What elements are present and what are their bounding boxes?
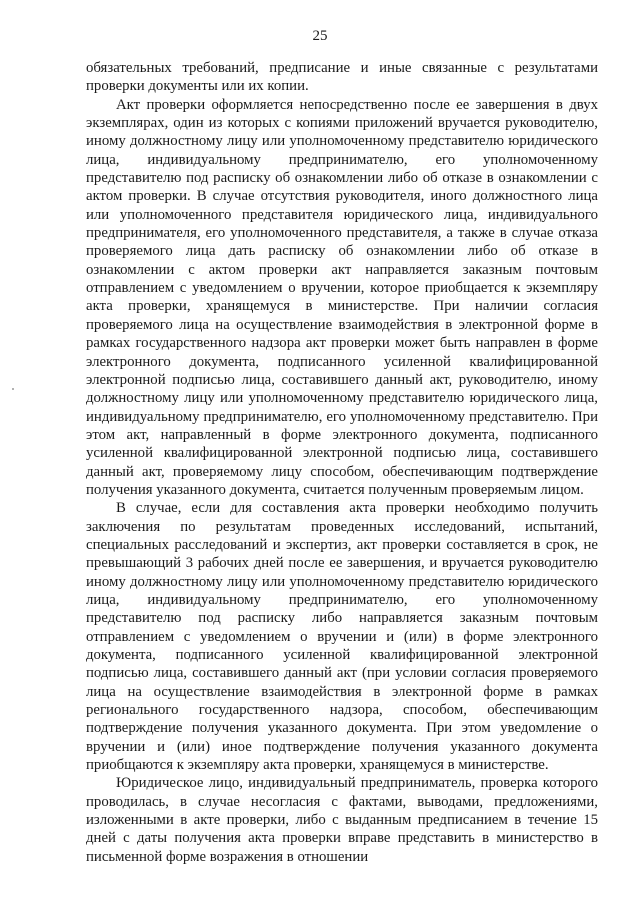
scan-speck xyxy=(12,388,14,390)
paragraph-expert-conclusions: В случае, если для составления акта проверки необходимо получить заключения по результатам проведенных исследований, испытаний, специальных расследований и экспертиз, акт проверки составляется в срок, не превышающий 3 рабочих дней после ее завершения, и вручается руководителю иному должностному лицу или уполномоченному представителю юридического лица, индивидуальному предпринимателю, его уполномоченному представителю под расписку либо направляется заказным почтовым отправлением с уведомлением о вручении и (или) в форме электронного документа, подписанного усиленной квалифицированной электронной подписью лица, составившего данный акт (при условии согласия проверяемого лица на осуществление взаимодействия в электронной форме в рамках регионального государственного надзора, способом, обеспечивающим подтверждение получения указанного документа. При этом уведомление о вручении и (или) иное подтверждение получения указанного документа приобщаются к экземпляру акта проверки, хранящемуся в министерстве. xyxy=(86,500,598,774)
page-number: 25 xyxy=(312,28,328,44)
paragraph-continuation: обязательных требований, предписание и иные связанные с результатами проверки документы или их копии. xyxy=(86,60,598,95)
document-body xyxy=(86,59,598,866)
paragraph-inspection-act: Акт проверки оформляется непосредственно после ее завершения в двух экземплярах, один из которых с копиями приложений вручается руководителю, иному должностному лицу или уполномоченному представителю юридического лица, индивидуальному предпринимателю, его уполномоченному представителю под расписку об ознакомлении либо об отказе в ознакомлении с актом проверки. В случае отсутствия руководителя, иного должностного лица или уполномоченного представителя юридического лица, индивидуального предпринимателя, его уполномоченного представителя, а также в случае отказа проверяемого лица дать расписку об ознакомлении либо об отказе в ознакомлении с актом проверки акт направляется заказным почтовым отправлением с уведомлением о вручении, которое приобщается к экземпляру акта проверки, хранящемуся в министерстве. При наличии согласия проверяемого лица на осуществление взаимодействия в электронной форме в рамках государственного надзора акт проверки может быть направлен в форме электронного документа, подписанного усиленной квалифицированной электронной подписью лица, составившего данный акт, руководителю, иному должностному лицу или уполномоченному представителю юридического лица, индивидуальному предпринимателю, его уполномоченному представителю. При этом акт, направленный в форме электронного документа, подписанного усиленной квалифицированной электронной подписью лица, составившего данный акт, проверяемому лицу способом, обеспечивающим подтверждение получения указанного документа, считается полученным проверяемым лицом. xyxy=(86,96,598,498)
paragraph-objections: Юридическое лицо, индивидуальный предприниматель, проверка которого проводилась, в случае несогласия с фактами, выводами, предложениями, изложенными в акте проверки, либо с выданным предписанием в течение 15 дней с даты получения акта проверки вправе представить в министерство в письменной форме возражения в отношении xyxy=(86,775,598,865)
